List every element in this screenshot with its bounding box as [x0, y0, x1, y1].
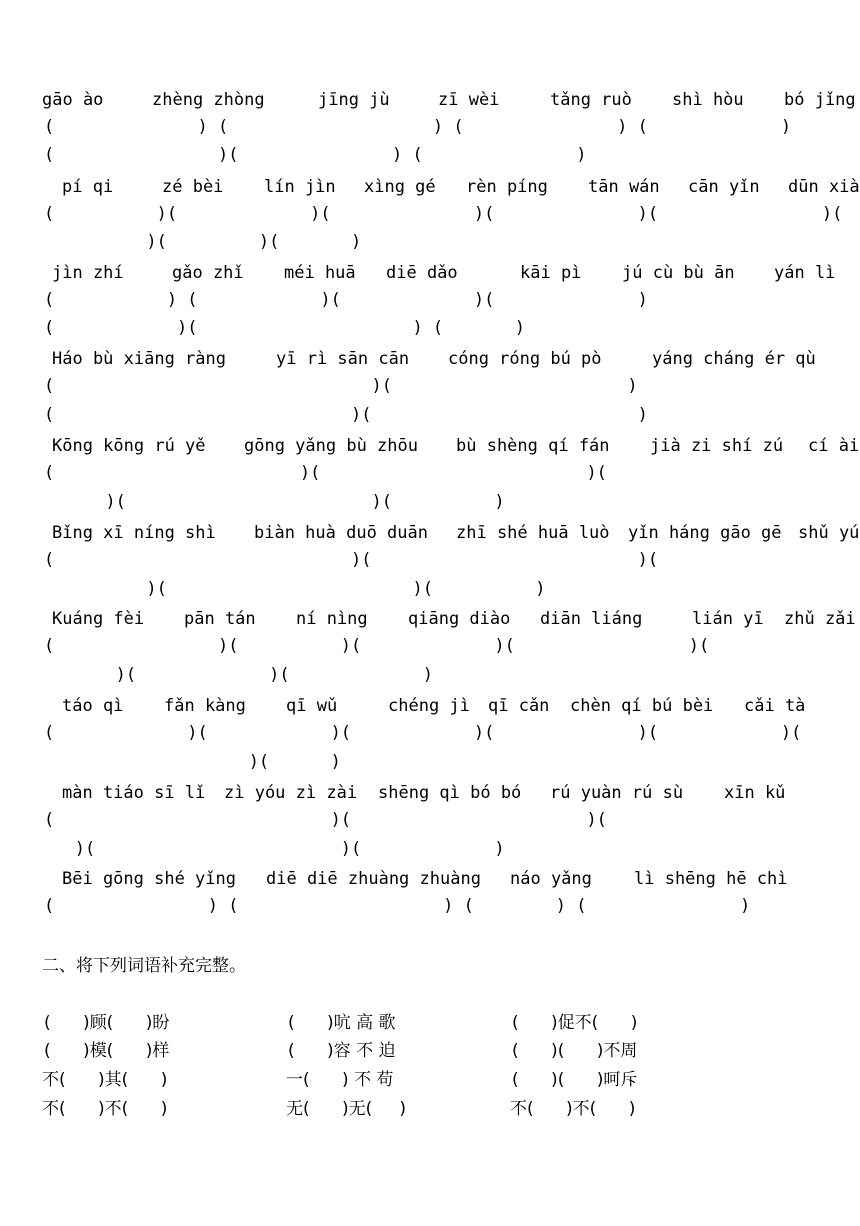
idiom-blank[interactable]: ( )顾( )盼	[44, 1013, 170, 1033]
idiom-blank[interactable]: ( )( )不周	[512, 1041, 638, 1061]
pinyin-word: pān tán	[184, 609, 256, 629]
pinyin-word: pí qi	[62, 177, 114, 197]
pinyin-word: Háo bù xiāng ràng	[52, 349, 226, 369]
pinyin-word: lín jìn	[264, 177, 336, 197]
pinyin-word: cǎi tà	[744, 696, 806, 716]
idiom-blank[interactable]: ( )模( )样	[44, 1041, 170, 1061]
pinyin-row	[0, 520, 860, 546]
pinyin-row	[0, 174, 860, 200]
fill-row	[0, 1038, 638, 1064]
pinyin-word: chéng jì	[388, 696, 470, 716]
pinyin-row	[0, 606, 856, 632]
pinyin-word: zé bèi	[162, 177, 224, 197]
pinyin-word: qiāng diào	[408, 609, 511, 629]
pinyin-word: méi huā	[284, 263, 356, 283]
pinyin-word: zhǔ zǎi	[784, 609, 856, 629]
pinyin-row	[0, 346, 816, 372]
pinyin-word: xìng gé	[364, 177, 436, 197]
pinyin-word: bó jǐng	[784, 90, 856, 110]
answer-blanks[interactable]: ( )( )	[44, 405, 648, 425]
pinyin-word: yī rì sān cān	[276, 349, 410, 369]
pinyin-word: zhī shé huā luò	[456, 523, 610, 543]
fill-row	[0, 1096, 636, 1122]
answer-blanks[interactable]: ( )( )( )( )(	[44, 636, 710, 656]
answer-blanks[interactable]: ( )( ) ( )	[44, 318, 526, 338]
pinyin-word: qī wǔ	[286, 696, 338, 716]
pinyin-row	[0, 433, 860, 459]
idiom-blank[interactable]: 不( )不( )	[42, 1099, 168, 1119]
pinyin-word: jià zi shí zú	[650, 436, 784, 456]
pinyin-word: lián yī	[692, 609, 764, 629]
idiom-blank[interactable]: 无( )无( )	[286, 1099, 406, 1119]
pinyin-word: dūn xià	[788, 177, 860, 197]
pinyin-word: jìn zhí	[52, 263, 124, 283]
pinyin-word: diān liáng	[540, 609, 643, 629]
answer-blanks[interactable]: ( )( )(	[44, 550, 659, 570]
pinyin-word: màn tiáo sī lǐ	[62, 783, 206, 803]
pinyin-word: fǎn kàng	[164, 696, 246, 716]
answer-blanks[interactable]: ( )( )	[44, 376, 638, 396]
idiom-blank[interactable]: 不( )不( )	[510, 1099, 636, 1119]
pinyin-word: ní nìng	[296, 609, 368, 629]
pinyin-word: shǔ yú	[798, 523, 860, 543]
answer-blanks[interactable]: ( ) ( ) ( ) ( )	[44, 896, 751, 916]
pinyin-row	[0, 87, 856, 113]
answer-blanks[interactable]: )( )	[44, 752, 341, 772]
pinyin-word: yáng cháng ér qù	[652, 349, 816, 369]
pinyin-word: rú yuàn rú sù	[550, 783, 684, 803]
pinyin-word: chèn qí bú bèi	[570, 696, 714, 716]
pinyin-word: zhèng zhòng	[152, 90, 265, 110]
answer-blanks[interactable]: )( )( )	[44, 492, 505, 512]
pinyin-row	[0, 866, 788, 892]
answer-blanks[interactable]: )( )( )	[44, 839, 505, 859]
pinyin-word: kāi pì	[520, 263, 582, 283]
pinyin-row	[0, 693, 806, 719]
pinyin-word: náo yǎng	[510, 869, 592, 889]
pinyin-word: Bēi gōng shé yǐng	[62, 869, 236, 889]
answer-blanks[interactable]: ( )( )( )( )( )(	[44, 204, 843, 224]
idiom-blank[interactable]: ( )容 不 迫	[288, 1041, 396, 1061]
idiom-blank[interactable]: ( )促不( )	[512, 1013, 638, 1033]
pinyin-word: yán lì	[774, 263, 836, 283]
idiom-blank[interactable]: ( )吭 高 歌	[288, 1013, 396, 1033]
answer-blanks[interactable]: )( )( )	[44, 665, 433, 685]
answer-blanks[interactable]: ( ) ( ) ( ) ( )	[44, 117, 792, 137]
pinyin-word: gǎo zhǐ	[172, 263, 244, 283]
pinyin-word: zì yóu zì zài	[224, 783, 358, 803]
pinyin-word: diē diē zhuàng zhuàng	[266, 869, 481, 889]
pinyin-row	[0, 780, 786, 806]
answer-blanks[interactable]: ( ) ( )( )( )	[44, 290, 648, 310]
pinyin-word: yǐn háng gāo gē	[628, 523, 782, 543]
idiom-blank[interactable]: ( )( )呵斥	[512, 1070, 638, 1090]
section-heading: 二、将下列词语补充完整。	[42, 956, 246, 976]
pinyin-word: shēng qì bó bó	[378, 783, 522, 803]
pinyin-word: lì shēng hē chì	[634, 869, 788, 889]
pinyin-word: cóng róng bú pò	[448, 349, 602, 369]
pinyin-word: Kōng kōng rú yě	[52, 436, 206, 456]
pinyin-word: diē dǎo	[386, 263, 458, 283]
pinyin-word: shì hòu	[672, 90, 744, 110]
answer-blanks[interactable]: )( )( )	[44, 579, 546, 599]
pinyin-word: jīng jù	[318, 90, 390, 110]
fill-row	[0, 1067, 638, 1093]
pinyin-word: jú cù bù ān	[622, 263, 735, 283]
pinyin-word: cí ài	[808, 436, 860, 456]
answer-blanks[interactable]: ( )( )(	[44, 463, 607, 483]
pinyin-word: Bǐng xī níng shì	[52, 523, 216, 543]
pinyin-word: qī cǎn	[488, 696, 550, 716]
fill-row	[0, 1010, 638, 1036]
pinyin-word: xīn kǔ	[724, 783, 786, 803]
pinyin-word: tān wán	[588, 177, 660, 197]
pinyin-word: gōng yǎng bù zhōu	[244, 436, 418, 456]
pinyin-word: rèn píng	[466, 177, 548, 197]
idiom-blank[interactable]: 一( ) 不 苟	[286, 1070, 394, 1090]
pinyin-row	[0, 260, 836, 286]
pinyin-word: bù shèng qí fán	[456, 436, 610, 456]
pinyin-word: gāo ào	[42, 90, 104, 110]
answer-blanks[interactable]: ( )( ) ( )	[44, 145, 587, 165]
answer-blanks[interactable]: )( )( )	[44, 232, 362, 252]
answer-blanks[interactable]: ( )( )( )( )( )(	[44, 723, 802, 743]
pinyin-word: táo qì	[62, 696, 124, 716]
pinyin-word: tǎng ruò	[550, 90, 632, 110]
idiom-blank[interactable]: 不( )其( )	[42, 1070, 168, 1090]
pinyin-word: Kuáng fèi	[52, 609, 145, 629]
pinyin-word: biàn huà duō duān	[254, 523, 428, 543]
answer-blanks[interactable]: ( )( )(	[44, 810, 607, 830]
pinyin-word: cān yǐn	[688, 177, 760, 197]
pinyin-word: zī wèi	[438, 90, 500, 110]
